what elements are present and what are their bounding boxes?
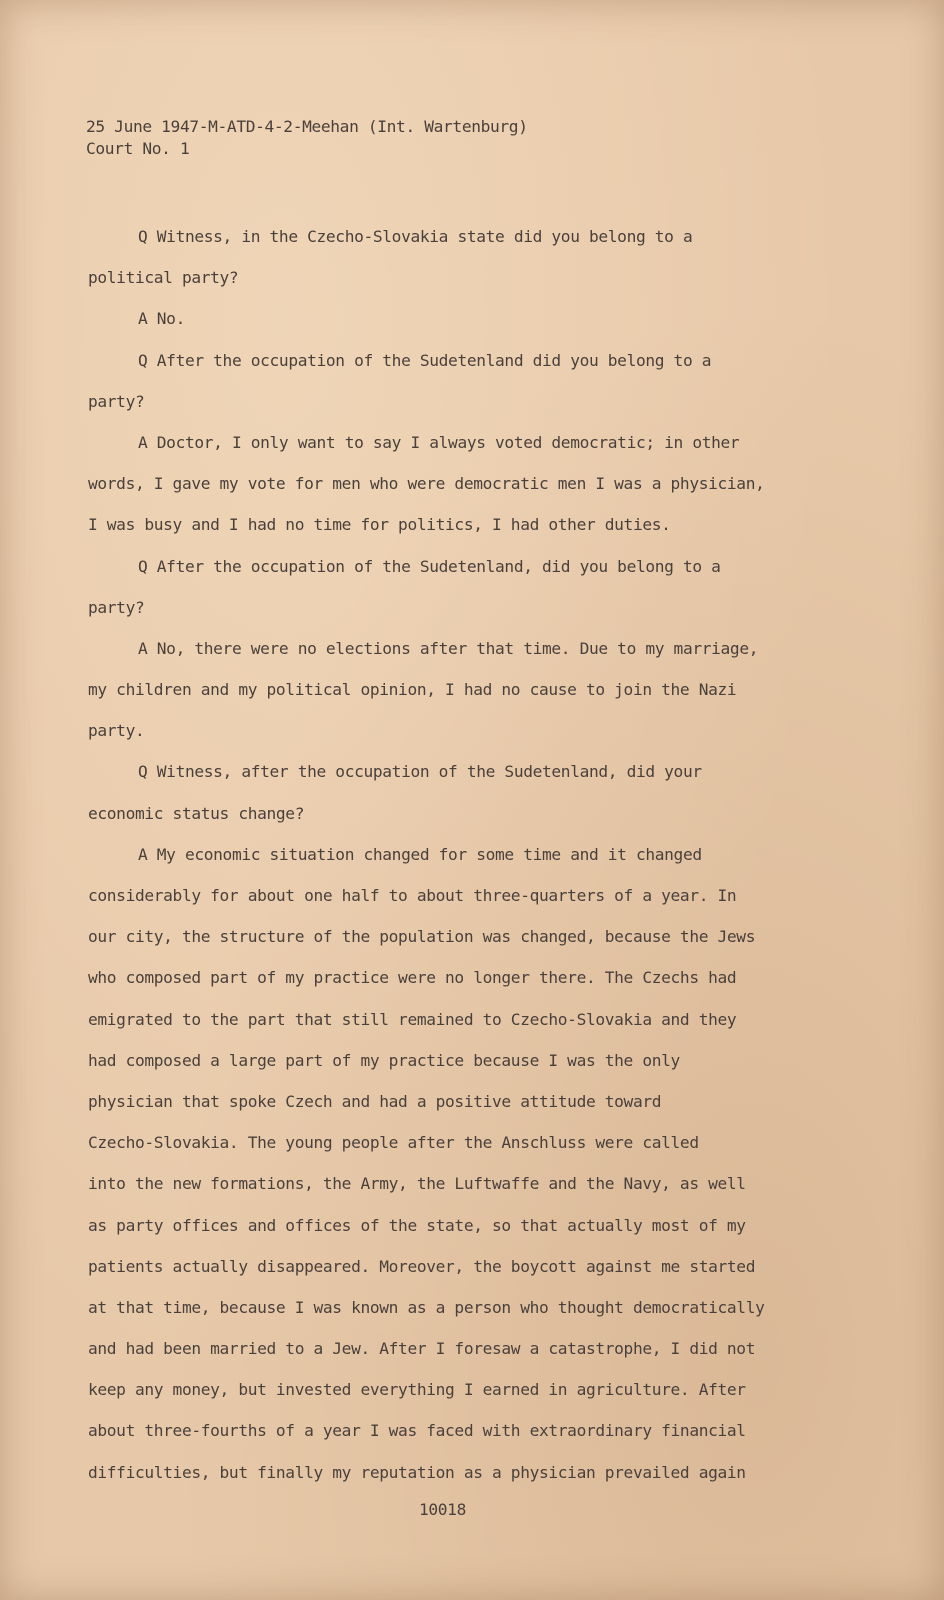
transcript-line: A My economic situation changed for some time and it changed	[138, 844, 702, 864]
transcript-line: my children and my political opinion, I had no cause to join the Nazi	[88, 680, 737, 700]
transcript-line: emigrated to the part that still remained to Czecho-Slovakia and they	[88, 1009, 737, 1029]
transcript-line: patients actually disappeared. Moreover, the boycott against me started	[88, 1256, 756, 1276]
transcript-line: political party?	[88, 268, 239, 288]
transcript-line: A No.	[138, 309, 185, 329]
transcript-line: economic status change?	[88, 803, 305, 823]
transcript-line: Q Witness, after the occupation of the Sudetenland, did your	[138, 762, 702, 782]
transcript-line: Czecho-Slovakia. The young people after the Anschluss were called	[88, 1133, 699, 1153]
transcript-line: I was busy and I had no time for politics, I had other duties.	[88, 515, 671, 535]
transcript-line: A No, there were no elections after that time. Due to my marriage,	[138, 638, 759, 658]
transcript-line: physician that spoke Czech and had a positive attitude toward	[88, 1091, 662, 1111]
transcript-line: considerably for about one half to about three-quarters of a year. In	[88, 886, 737, 905]
transcript-line: party.	[88, 721, 145, 741]
transcript-line: keep any money, but invested everything I earned in agriculture. After	[88, 1380, 746, 1400]
transcript-line: party?	[88, 391, 145, 411]
transcript-line: who composed part of my practice were no longer there. The Czechs had	[88, 968, 737, 988]
header-court-line: Court No. 1	[86, 139, 190, 158]
transcript-line: words, I gave my vote for men who were democratic men I was a physician,	[88, 474, 765, 494]
transcript-line: had composed a large part of my practice because I was the only	[88, 1050, 680, 1070]
transcript-line: into the new formations, the Army, the Luftwaffe and the Navy, as well	[88, 1174, 746, 1194]
transcript-line: as party offices and offices of the state, so that actually most of my	[88, 1215, 746, 1235]
transcript-line: at that time, because I was known as a person who thought democratically	[88, 1297, 765, 1317]
header-date-line: 25 June 1947-M-ATD-4-2-Meehan (Int. Wartenburg)	[86, 117, 528, 136]
transcript-line: difficulties, but finally my reputation as a physician prevailed again	[88, 1462, 746, 1482]
transcript-line: Q Witness, in the Czecho-Slovakia state did you belong to a	[138, 227, 693, 246]
transcript-line: Q After the occupation of the Sudetenland did you belong to a	[138, 350, 712, 370]
transcript-line: A Doctor, I only want to say I always voted democratic; in other	[138, 432, 740, 452]
transcript-line: Q After the occupation of the Sudetenland, did you belong to a	[138, 556, 721, 576]
transcript-body	[88, 216, 828, 1493]
transcript-line: about three-fourths of a year I was faced with extraordinary financial	[88, 1421, 746, 1441]
transcript-line: and had been married to a Jew. After I foresaw a catastrophe, I did not	[88, 1339, 756, 1359]
transcript-line: our city, the structure of the population was changed, because the Jews	[88, 927, 756, 947]
document-header	[86, 116, 528, 160]
transcript-line: party?	[88, 597, 145, 617]
page-number: 10018	[419, 1500, 466, 1519]
